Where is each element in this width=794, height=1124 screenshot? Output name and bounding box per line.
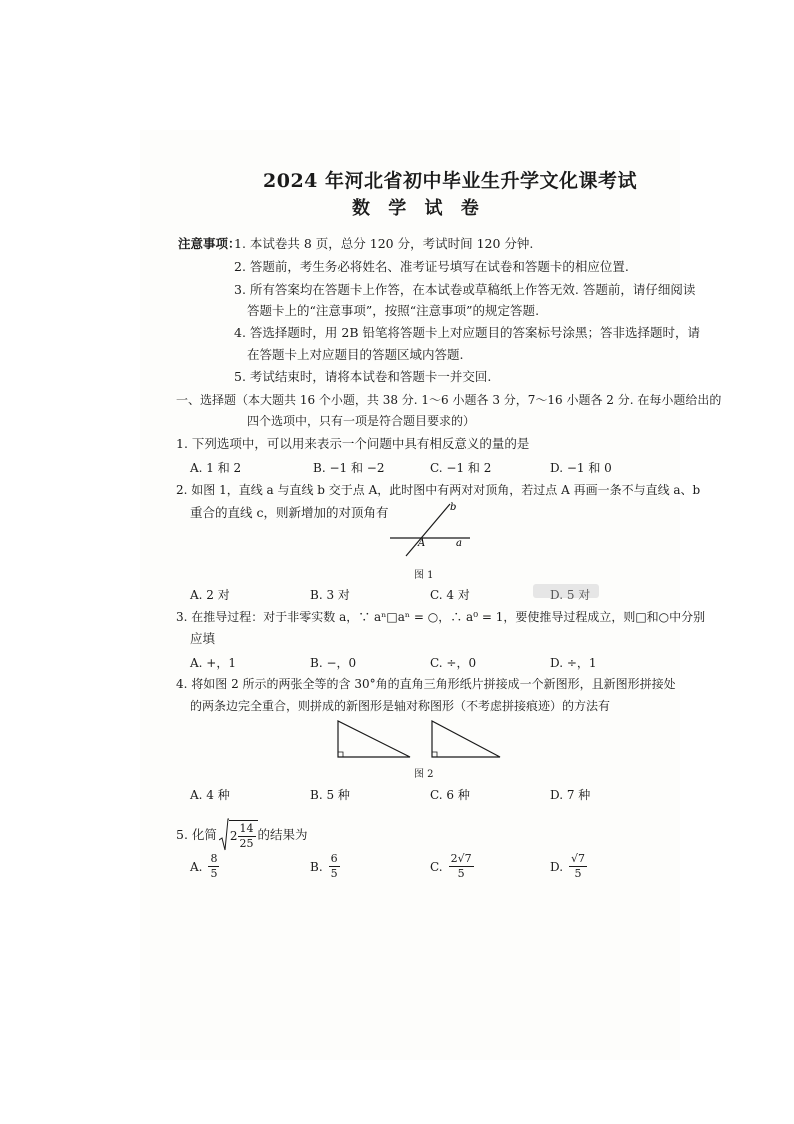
q3-stem-cont: 应填 [190, 631, 216, 646]
q3-option-b: B. −，0 [310, 656, 357, 670]
option-fraction [569, 852, 587, 881]
note-item: 答题卡上的“注意事项”，按照“注意事项”的规定答题. [247, 303, 540, 318]
q1-option-d: D. −1 和 0 [550, 461, 612, 475]
note-item: 2. 答题前，考生务必将姓名、准考证号填写在试卷和答题卡的相应位置. [234, 259, 629, 274]
q4-option-b: B. 5 种 [310, 788, 350, 802]
q2-stem: 2. 如图 1，直线 a 与直线 b 交于点 A，此时图中有两对对顶角，若过点 A 再画一条不与直线 a、b [176, 483, 701, 497]
q1-option-b: B. −1 和 −2 [313, 461, 385, 475]
note-item: 1. 本试卷共 8 页，总分 120 分，考试时间 120 分钟. [234, 236, 534, 251]
option-num: 6 [330, 852, 338, 865]
option-fraction [329, 852, 340, 881]
q5-stem-suffix: 的结果为 [257, 827, 308, 842]
note-item: 5. 考试结束时，请将本试卷和答题卡一并交回. [234, 369, 492, 384]
q5-option-c [430, 852, 474, 881]
figure-2-triangles [334, 718, 504, 762]
triangle-left [338, 721, 410, 757]
option-den: 5 [210, 867, 218, 880]
option-den: 5 [574, 867, 582, 880]
q4-option-a: A. 4 种 [190, 788, 230, 802]
q5-radicand [229, 820, 258, 851]
figure-1-lines [380, 496, 480, 566]
option-den: 5 [330, 867, 338, 880]
option-num: 2√7 [450, 852, 472, 865]
section1-heading-cont: 四个选项中，只有一项是符合题目要求的） [247, 414, 476, 428]
q3-option-c: C. ÷，0 [430, 656, 477, 670]
option-fraction [208, 852, 219, 881]
figure-1-caption: 图 1 [414, 570, 434, 581]
note-item: 3. 所有答案均在答题卡上作答，在本试卷或草稿纸上作答无效. 答题前，请仔细阅读 [234, 282, 696, 297]
figure-2-caption: 图 2 [414, 769, 434, 780]
q3-stem: 3. 在推导过程：对于非零实数 a，∵ aⁿ□aⁿ = ○，∴ a⁰ = 1，要使推导过程成立，则□和○中分别 [176, 610, 706, 624]
q5-option-d [550, 852, 587, 881]
triangle-right [432, 721, 500, 757]
q2-option-d: D. 5 对 [550, 588, 591, 602]
option-num: √7 [571, 852, 586, 865]
q5-option-b [310, 852, 340, 881]
q2-stem-cont: 重合的直线 c，则新增加的对顶角有 [190, 505, 389, 520]
exam-subtitle: 数 学 试 卷 [352, 198, 485, 219]
option-fraction [449, 852, 474, 881]
q5-stem [176, 818, 308, 852]
q2-option-b: B. 3 对 [310, 588, 350, 602]
q5-radicand-fraction [238, 822, 256, 851]
q5-stem-prefix: 5. 化简 [176, 827, 217, 842]
sqrt-symbol [219, 818, 229, 852]
q3-option-a: A. +，1 [190, 656, 236, 670]
option-letter: A. [190, 859, 203, 874]
section1-heading: 一、选择题（本大题共 16 个小题，共 38 分. 1～6 小题各 3 分，7～16 小题各 2 分. 在每小题给出的 [176, 393, 722, 407]
option-letter: C. [430, 859, 443, 874]
q5-radicand-num: 14 [239, 821, 254, 835]
q5-whole: 2 [229, 829, 238, 843]
exam-title: 2024 年河北省初中毕业生升学文化课考试 [263, 170, 637, 192]
q2-option-a: A. 2 对 [190, 588, 230, 602]
q4-option-c: C. 6 种 [430, 788, 470, 802]
option-den: 5 [457, 867, 465, 880]
q4-stem: 4. 将如图 2 所示的两张全等的含 30°角的直角三角形纸片拼接成一个新图形，且新图形拼接处 [176, 677, 676, 691]
q4-option-d: D. 7 种 [550, 788, 591, 802]
q5-option-a [190, 852, 219, 881]
line-b [406, 504, 450, 556]
figure-1-label-A: A [418, 538, 426, 549]
q3-option-d: D. ÷，1 [550, 656, 597, 670]
figure-1-label-b: b [450, 502, 457, 513]
note-item: 在答题卡上对应题目的答题区域内答题. [247, 347, 464, 362]
q4-stem-cont: 的两条边完全重合，则拼成的新图形是轴对称图形（不考虑拼接痕迹）的方法有 [190, 699, 611, 713]
q2-option-c: C. 4 对 [430, 588, 470, 602]
q1-stem: 1. 下列选项中，可以用来表示一个问题中具有相反意义的量的是 [176, 436, 530, 451]
option-num: 8 [210, 852, 218, 865]
option-letter: D. [550, 859, 564, 874]
right-angle-mark-left [338, 752, 343, 757]
q5-radicand-den: 25 [239, 836, 254, 850]
option-letter: B. [310, 859, 323, 874]
right-angle-mark-right [432, 752, 437, 757]
q1-option-a: A. 1 和 2 [190, 461, 242, 475]
q1-option-c: C. −1 和 2 [430, 461, 492, 475]
figure-1-label-a: a [456, 538, 462, 549]
notes-label: 注意事项： [178, 236, 241, 251]
note-item: 4. 答选择题时，用 2B 铅笔将答题卡上对应题目的答案标号涂黑；答非选择题时，请 [234, 325, 700, 340]
